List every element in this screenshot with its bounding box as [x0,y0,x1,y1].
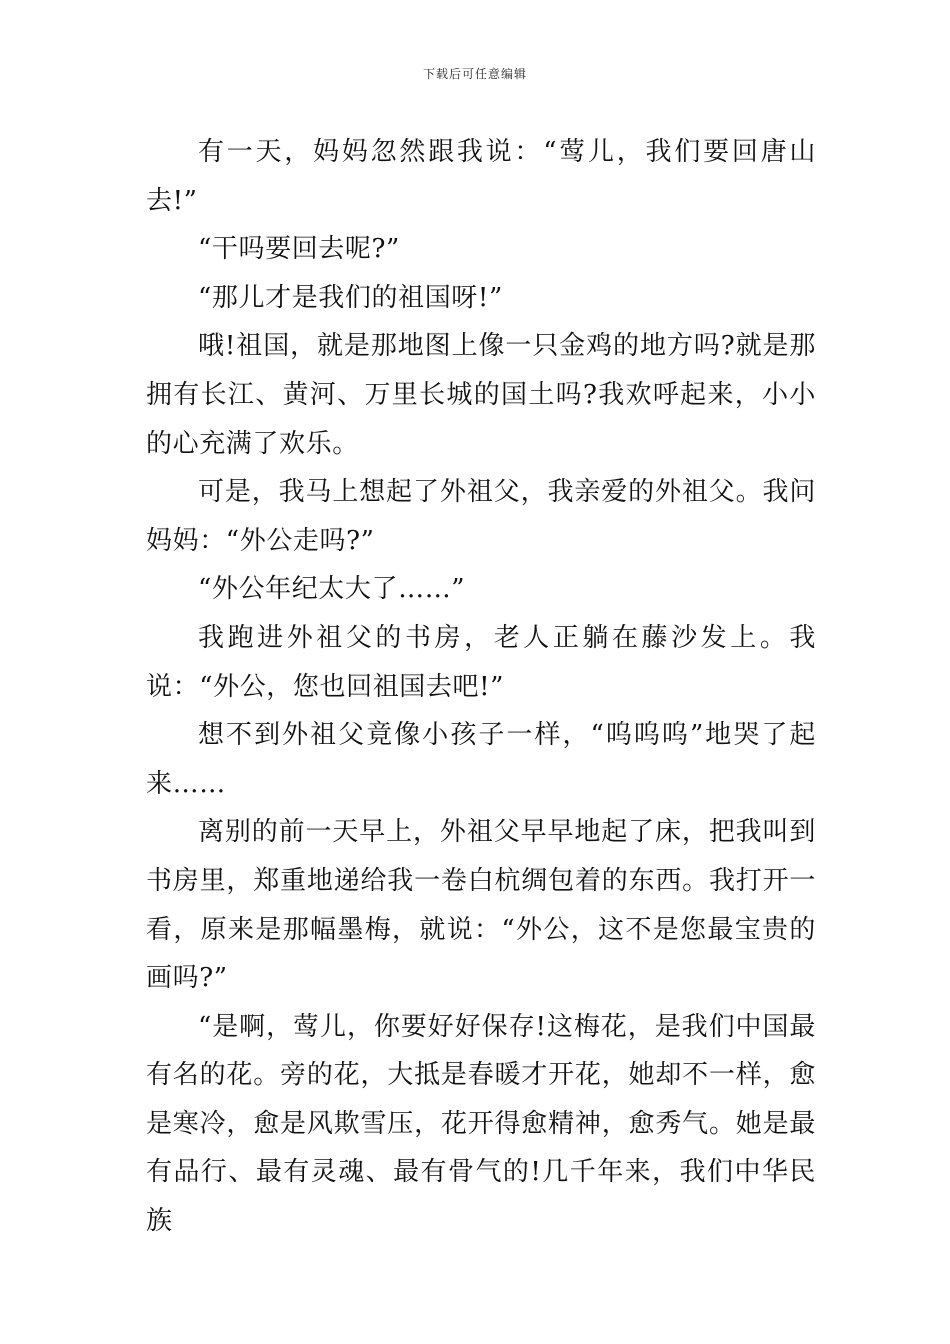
paragraph: “那儿才是我们的祖国呀!” [198,282,503,313]
paragraph: 离别的前一天早上，外祖父早早地起了床，把我叫到书房里，郑重地递给我一卷白杭绸包着的东西。我打开一看，原来是那幅墨梅，就说：“外公，这不是您最宝贵的画吗?” [146,817,816,994]
paragraph: 可是，我马上想起了外祖父，我亲爱的外祖父。我问妈妈：“外公走吗?” [146,477,816,556]
paragraph: 哦!祖国，就是那地图上像一只金鸡的地方吗?就是那拥有长江、黄河、万里长城的国土吗?我欢呼起来，小小的心充满了欢乐。 [146,331,816,459]
paragraph: 有一天，妈妈忽然跟我说：“莺儿，我们要回唐山去!” [146,137,816,216]
paragraph: “是啊，莺儿，你要好好保存!这梅花，是我们中国最有名的花。旁的花，大抵是春暖才开花，她却不一样，愈是寒冷，愈是风欺雪压，花开得愈精神，愈秀气。她是最有品行、最有灵魂、最有骨气的!几千年来，我们中华民族 [146,1011,817,1237]
paragraph: 想不到外祖父竟像小孩子一样，“呜呜呜”地哭了起来…… [146,720,816,799]
paragraph: 我跑进外祖父的书房，老人正躺在藤沙发上。我说：“外公，您也回祖国去吧!” [146,622,816,702]
paragraph: “干吗要回去呢?” [198,234,400,265]
paragraph: “外公年纪太大了……” [198,574,466,605]
document-body [146,128,816,1246]
page-header-note: 下载后可任意编辑 [422,67,527,81]
